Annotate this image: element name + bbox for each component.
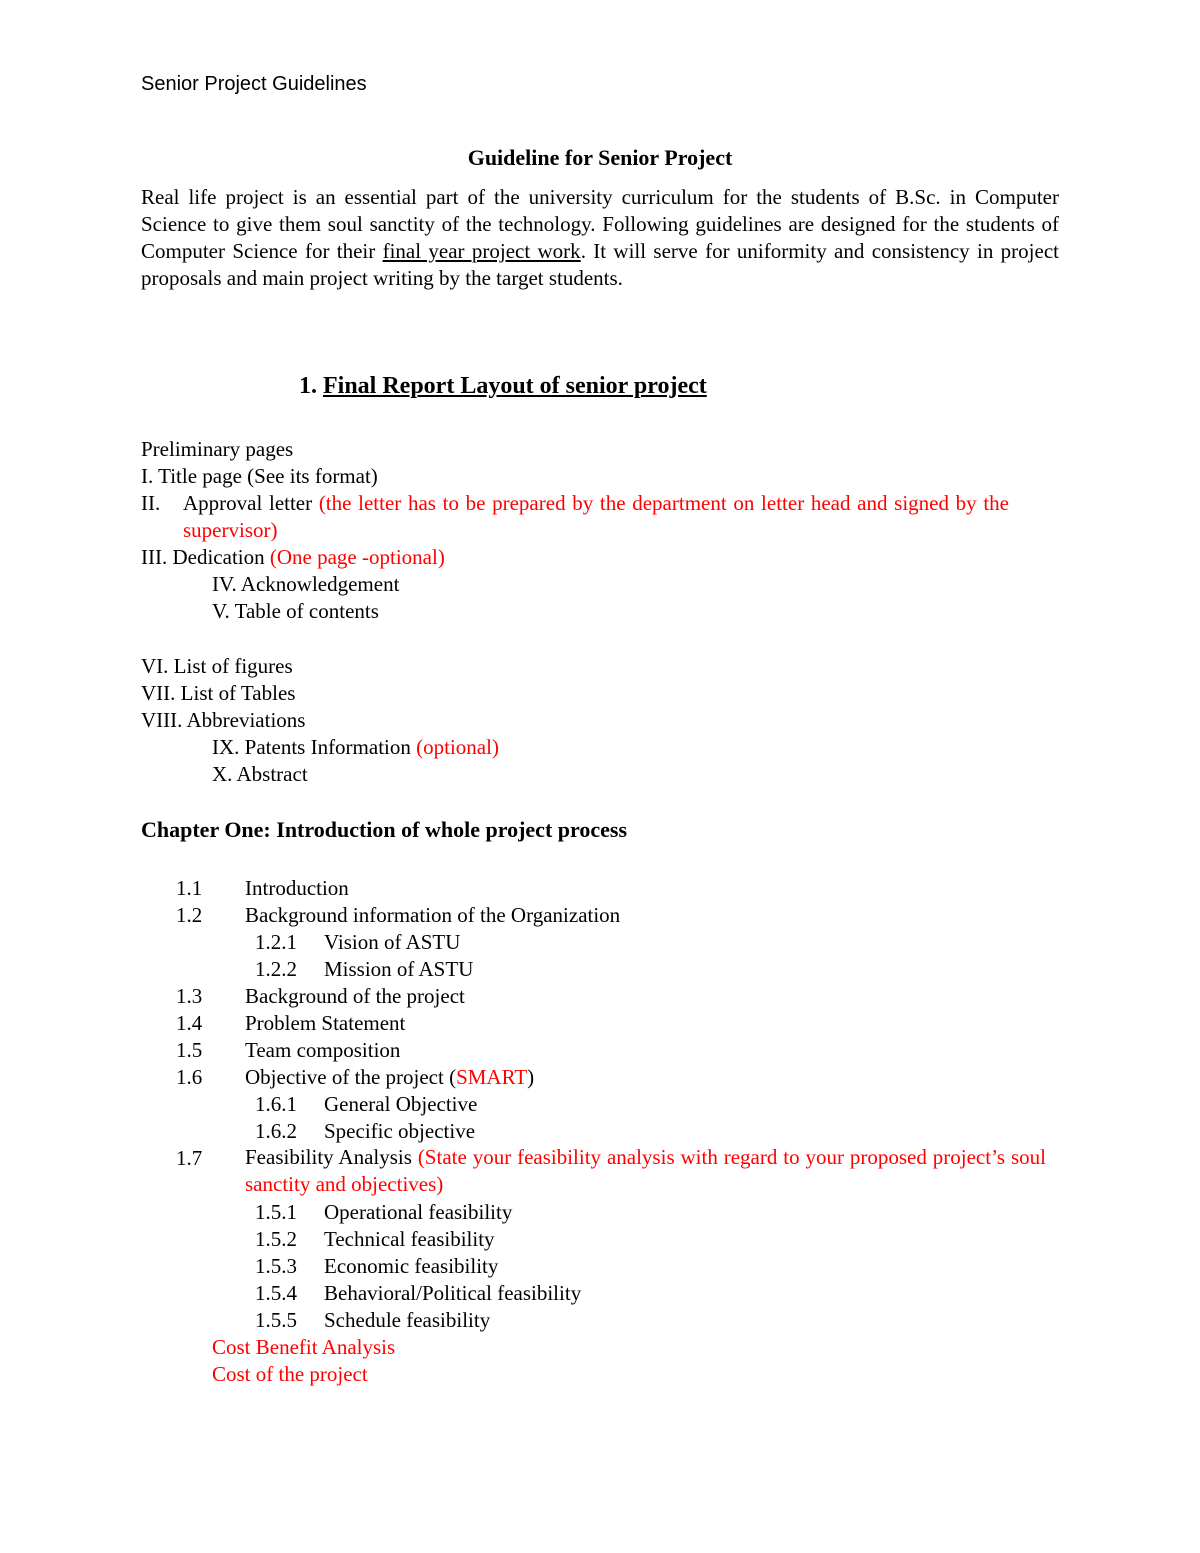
prelim-item-figures: VI. List of figures [141, 654, 293, 678]
outline-item-behavioral: Behavioral/Political feasibility [324, 1281, 582, 1305]
outline-number: 1.4 [176, 1011, 203, 1035]
outline-number: 1.5.2 [255, 1227, 297, 1251]
outline-number: 1.5 [176, 1038, 203, 1062]
outline-item-general-objective: General Objective [324, 1092, 478, 1116]
outline-item-team-composition: Team composition [245, 1038, 401, 1062]
intro-paragraph [141, 184, 1059, 292]
outline-number: 1.2.1 [255, 930, 297, 954]
outline-item-feasibility [245, 1144, 1046, 1198]
outline-item-cost-benefit: Cost Benefit Analysis [212, 1335, 396, 1359]
outline-number: 1.7 [176, 1146, 203, 1170]
outline-item-mission: Mission of ASTU [324, 957, 474, 981]
intro-underlined-text: final year project work [382, 239, 581, 263]
outline-number: 1.5.1 [255, 1200, 297, 1224]
feasibility-text: Feasibility Analysis [245, 1145, 418, 1169]
objective-text: Objective of the project ( [245, 1065, 457, 1089]
section-heading-1 [299, 371, 707, 401]
running-header: Senior Project Guidelines [141, 73, 367, 95]
prelim-item-patents [212, 734, 499, 760]
outline-item-vision: Vision of ASTU [324, 930, 461, 954]
section-title: Final Report Layout of senior project [323, 373, 707, 399]
outline-item-cost-project: Cost of the project [212, 1362, 368, 1386]
prelim-item-tables: VII. List of Tables [141, 681, 296, 705]
outline-item-economic: Economic feasibility [324, 1254, 499, 1278]
outline-number: 1.6 [176, 1065, 203, 1089]
outline-number: 1.6.2 [255, 1119, 297, 1143]
prelim-item-approval [183, 490, 1009, 544]
outline-item-background-project: Background of the project [245, 984, 465, 1008]
prelim-item-toc: V. Table of contents [212, 599, 379, 623]
outline-item-operational: Operational feasibility [324, 1200, 513, 1224]
preliminary-heading: Preliminary pages [141, 437, 294, 461]
outline-number: 1.3 [176, 984, 203, 1008]
prelim-item-abbreviations: VIII. Abbreviations [141, 708, 306, 732]
chapter-one-heading: Chapter One: Introduction of whole project process [141, 817, 628, 842]
prelim-item-dedication [141, 544, 445, 570]
outline-item-introduction: Introduction [245, 876, 349, 900]
dedication-note: (One page -optional) [269, 545, 445, 569]
approval-note: (the letter has to be prepared by the department on letter head and signed by the supervisor) [183, 491, 1009, 542]
intro-text-2: . It will serve for uniformity and consistency in project proposals and main project writing by the target students. [141, 239, 1059, 290]
outline-item-schedule: Schedule feasibility [324, 1308, 491, 1332]
outline-number: 1.5.4 [255, 1281, 297, 1305]
objective-tail: ) [527, 1065, 535, 1089]
outline-number: 1.5.3 [255, 1254, 297, 1278]
outline-item-objective [245, 1064, 534, 1090]
prelim-item-title-page: I. Title page (See its format) [141, 464, 378, 488]
patents-label: IX. Patents Information [212, 735, 417, 759]
feasibility-note: (State your feasibility analysis with regard to your proposed project’s soul sanctity and objectives) [245, 1145, 1046, 1196]
prelim-item-abstract: X. Abstract [212, 762, 308, 786]
prelim-item-acknowledgement: IV. Acknowledgement [212, 572, 400, 596]
document-title: Guideline for Senior Project [467, 145, 733, 170]
outline-item-specific-objective: Specific objective [324, 1119, 476, 1143]
outline-number: 1.2 [176, 903, 203, 927]
intro-text-1: Real life project is an essential part of the university curriculum for the students of B.Sc. in Computer Science to give them soul sanctity of the technology. Following guidelines are designed for the students of Computer Science for their [141, 185, 1059, 263]
patents-note: (optional) [416, 735, 499, 759]
prelim-item-approval-num: II. [141, 491, 161, 515]
dedication-label: III. Dedication [141, 545, 270, 569]
approval-label: Approval letter [183, 491, 319, 515]
objective-smart: SMART [456, 1065, 528, 1089]
outline-item-problem-statement: Problem Statement [245, 1011, 406, 1035]
outline-item-background-org: Background information of the Organization [245, 903, 621, 927]
section-number: 1. [299, 373, 323, 399]
outline-item-technical: Technical feasibility [324, 1227, 495, 1251]
outline-number: 1.5.5 [255, 1308, 297, 1332]
outline-number: 1.1 [176, 876, 203, 900]
outline-number: 1.6.1 [255, 1092, 297, 1116]
outline-number: 1.2.2 [255, 957, 297, 981]
